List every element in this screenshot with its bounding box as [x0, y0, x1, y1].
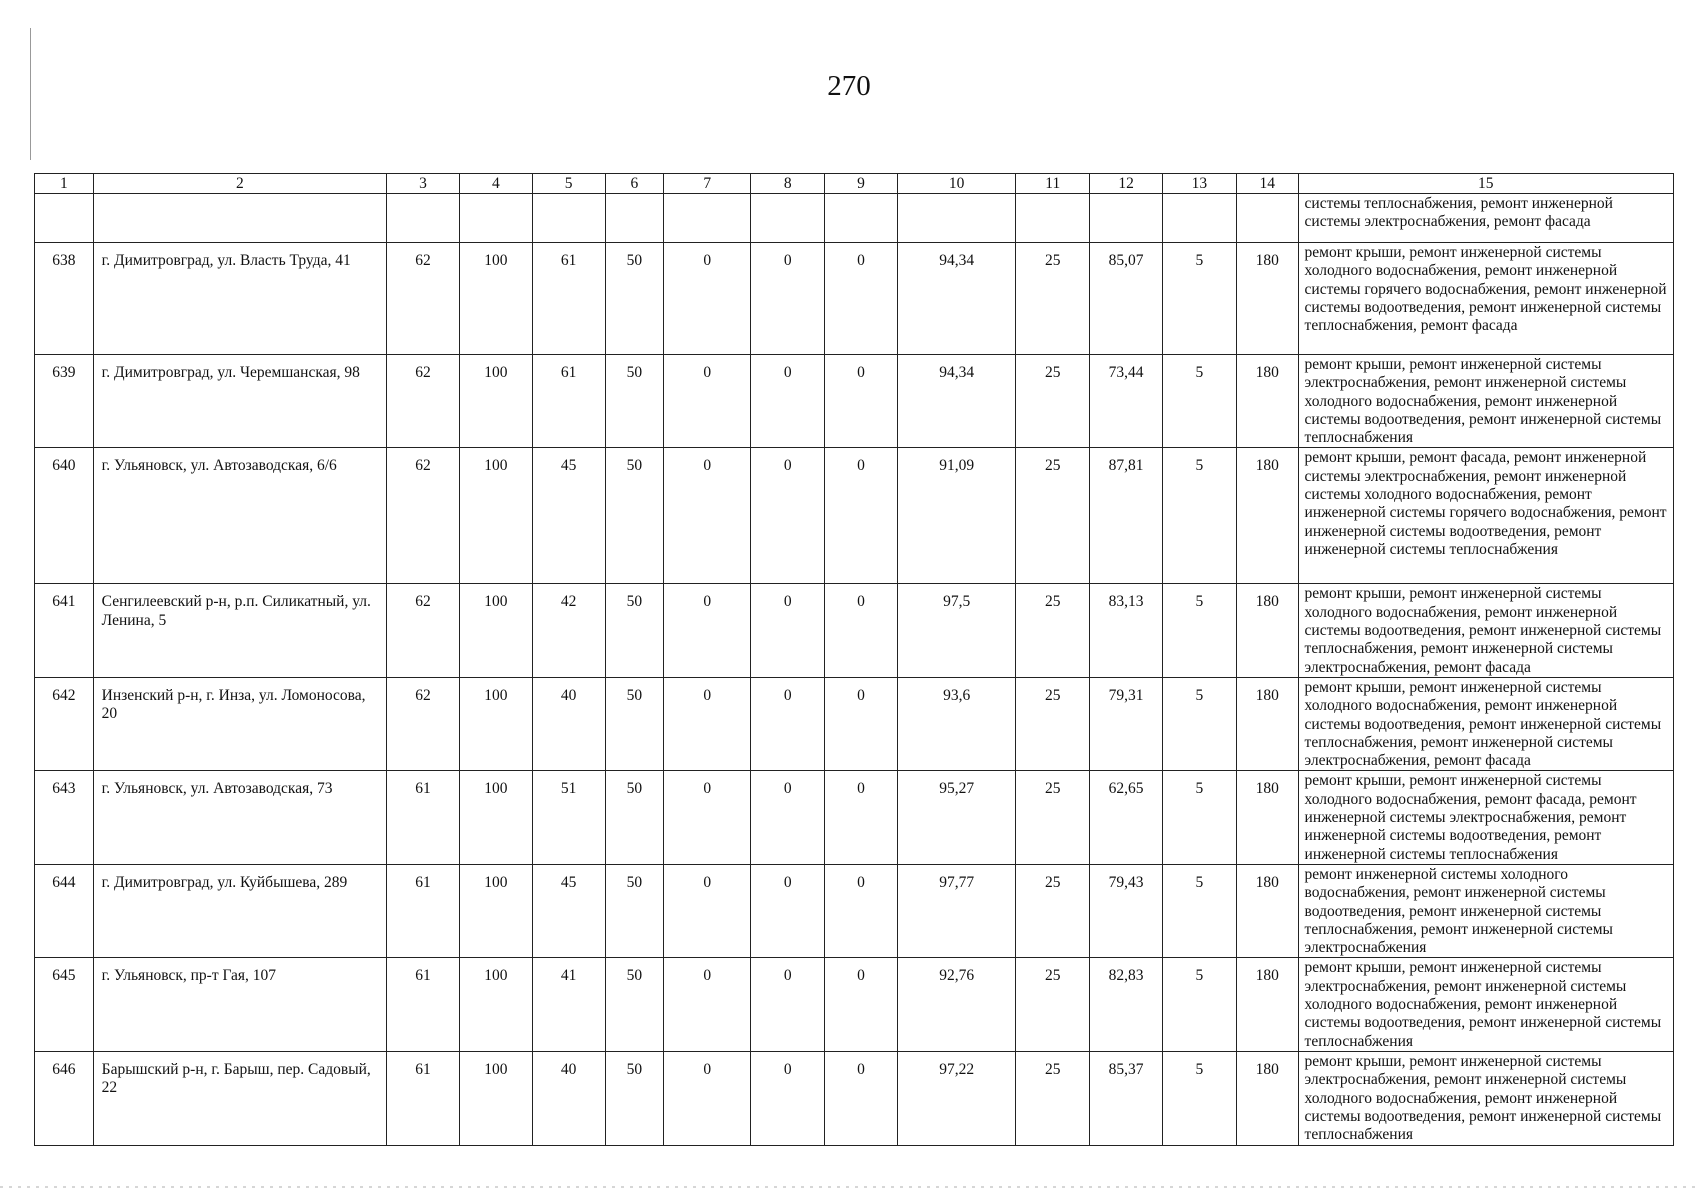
column-header-9: 9: [825, 174, 898, 194]
value-cell: 61: [532, 355, 605, 448]
value-cell: 62: [387, 355, 460, 448]
column-header-13: 13: [1163, 174, 1237, 194]
column-header-7: 7: [664, 174, 751, 194]
value-cell: 51: [532, 771, 605, 864]
works-cell: ремонт крыши, ремонт инженерной системы электроснабжения, ремонт инженерной системы холодного водоснабжения, ремонт инженерной системы водоотведения, ремонт инженерной системы теплоснабжения: [1298, 1051, 1673, 1145]
value-cell: 0: [664, 864, 751, 957]
value-cell: 100: [459, 243, 532, 355]
value-cell: 62: [387, 448, 460, 584]
value-cell: 0: [664, 677, 751, 770]
address-cell: Инзенский р-н, г. Инза, ул. Ломоносова, 20: [93, 677, 386, 770]
table-cell: [664, 194, 751, 243]
value-cell: 180: [1236, 584, 1298, 677]
row-number-cell: 639: [35, 355, 94, 448]
value-cell: 91,09: [897, 448, 1015, 584]
value-cell: 25: [1016, 355, 1090, 448]
row-number-cell: 642: [35, 677, 94, 770]
value-cell: 25: [1016, 677, 1090, 770]
column-header-10: 10: [897, 174, 1015, 194]
page-number: 270: [827, 70, 871, 102]
value-cell: 0: [751, 771, 825, 864]
table-cell: [35, 194, 94, 243]
column-header-2: 2: [93, 174, 386, 194]
value-cell: 0: [751, 958, 825, 1051]
value-cell: 25: [1016, 958, 1090, 1051]
value-cell: 0: [825, 584, 898, 677]
value-cell: 0: [825, 355, 898, 448]
table-cell: [459, 194, 532, 243]
value-cell: 0: [664, 1051, 751, 1145]
value-cell: 0: [825, 864, 898, 957]
value-cell: 61: [387, 771, 460, 864]
value-cell: 97,22: [897, 1051, 1015, 1145]
value-cell: 45: [532, 864, 605, 957]
value-cell: 94,34: [897, 355, 1015, 448]
value-cell: 85,07: [1090, 243, 1163, 355]
address-cell: Сенгилеевский р-н, р.п. Силикатный, ул. Ленина, 5: [93, 584, 386, 677]
value-cell: 0: [664, 584, 751, 677]
table-row: [35, 584, 1674, 677]
value-cell: 5: [1163, 677, 1237, 770]
works-cell: ремонт крыши, ремонт инженерной системы холодного водоснабжения, ремонт инженерной системы горячего водоснабжения, ремонт инженерной системы водоотведения, ремонт инженерной системы теплоснабжения, ремонт фасада: [1298, 243, 1673, 355]
value-cell: 0: [825, 1051, 898, 1145]
value-cell: 95,27: [897, 771, 1015, 864]
table-row: [35, 1051, 1674, 1145]
data-table: [34, 173, 1674, 1146]
value-cell: 180: [1236, 677, 1298, 770]
table-cell: [751, 194, 825, 243]
works-cell: ремонт крыши, ремонт инженерной системы электроснабжения, ремонт инженерной системы холодного водоснабжения, ремонт инженерной системы водоотведения, ремонт инженерной системы теплоснабжения: [1298, 958, 1673, 1051]
scan-noise-line: [0, 1186, 1698, 1188]
value-cell: 50: [605, 355, 664, 448]
column-header-1: 1: [35, 174, 94, 194]
value-cell: 100: [459, 355, 532, 448]
value-cell: 100: [459, 864, 532, 957]
table-row: [35, 958, 1674, 1051]
table-cell: [605, 194, 664, 243]
value-cell: 85,37: [1090, 1051, 1163, 1145]
value-cell: 25: [1016, 771, 1090, 864]
address-cell: Барышский р-н, г. Барыш, пер. Садовый, 22: [93, 1051, 386, 1145]
column-header-5: 5: [532, 174, 605, 194]
table-cell: [387, 194, 460, 243]
table-cell: [532, 194, 605, 243]
value-cell: 0: [751, 1051, 825, 1145]
value-cell: 100: [459, 677, 532, 770]
value-cell: 42: [532, 584, 605, 677]
value-cell: 0: [664, 243, 751, 355]
value-cell: 50: [605, 958, 664, 1051]
column-header-6: 6: [605, 174, 664, 194]
value-cell: 50: [605, 771, 664, 864]
address-cell: г. Ульяновск, пр-т Гая, 107: [93, 958, 386, 1051]
address-cell: г. Ульяновск, ул. Автозаводская, 73: [93, 771, 386, 864]
value-cell: 180: [1236, 1051, 1298, 1145]
value-cell: 100: [459, 584, 532, 677]
value-cell: 61: [387, 864, 460, 957]
value-cell: 50: [605, 243, 664, 355]
table-cell: [825, 194, 898, 243]
table-row: [35, 448, 1674, 584]
value-cell: 50: [605, 1051, 664, 1145]
value-cell: 93,6: [897, 677, 1015, 770]
value-cell: 97,77: [897, 864, 1015, 957]
value-cell: 62: [387, 584, 460, 677]
value-cell: 180: [1236, 864, 1298, 957]
row-number-cell: 641: [35, 584, 94, 677]
address-cell: г. Ульяновск, ул. Автозаводская, 6/6: [93, 448, 386, 584]
value-cell: 5: [1163, 958, 1237, 1051]
value-cell: 0: [825, 771, 898, 864]
value-cell: 41: [532, 958, 605, 1051]
value-cell: 180: [1236, 958, 1298, 1051]
value-cell: 0: [751, 243, 825, 355]
column-header-11: 11: [1016, 174, 1090, 194]
value-cell: 79,31: [1090, 677, 1163, 770]
value-cell: 50: [605, 448, 664, 584]
value-cell: 5: [1163, 243, 1237, 355]
value-cell: 40: [532, 1051, 605, 1145]
value-cell: 0: [751, 355, 825, 448]
value-cell: 5: [1163, 1051, 1237, 1145]
value-cell: 180: [1236, 448, 1298, 584]
value-cell: 5: [1163, 355, 1237, 448]
value-cell: 100: [459, 771, 532, 864]
table-row: [35, 771, 1674, 864]
address-cell: г. Димитровград, ул. Власть Труда, 41: [93, 243, 386, 355]
value-cell: 25: [1016, 864, 1090, 957]
header-row: [35, 174, 1674, 194]
column-header-3: 3: [387, 174, 460, 194]
value-cell: 97,5: [897, 584, 1015, 677]
works-cell: ремонт крыши, ремонт инженерной системы холодного водоснабжения, ремонт фасада, ремонт инженерной системы электроснабжения, ремонт инженерной системы водоотведения, ремонт инженерной системы теплоснабжения: [1298, 771, 1673, 864]
row-number-cell: 643: [35, 771, 94, 864]
table-cell: [93, 194, 386, 243]
value-cell: 5: [1163, 448, 1237, 584]
value-cell: 82,83: [1090, 958, 1163, 1051]
table-row: [35, 864, 1674, 957]
table-cell: [1090, 194, 1163, 243]
row-number-cell: 638: [35, 243, 94, 355]
table-row: [35, 355, 1674, 448]
value-cell: 0: [751, 864, 825, 957]
value-cell: 61: [387, 1051, 460, 1145]
table-row: [35, 243, 1674, 355]
table-row: [35, 677, 1674, 770]
value-cell: 0: [751, 584, 825, 677]
value-cell: 0: [825, 243, 898, 355]
value-cell: 92,76: [897, 958, 1015, 1051]
table-cell: [897, 194, 1015, 243]
table-cell: [1236, 194, 1298, 243]
value-cell: 5: [1163, 864, 1237, 957]
value-cell: 25: [1016, 243, 1090, 355]
value-cell: 0: [664, 355, 751, 448]
column-header-12: 12: [1090, 174, 1163, 194]
value-cell: 180: [1236, 355, 1298, 448]
value-cell: 50: [605, 677, 664, 770]
value-cell: 62: [387, 243, 460, 355]
value-cell: 0: [664, 958, 751, 1051]
value-cell: 83,13: [1090, 584, 1163, 677]
address-cell: г. Димитровград, ул. Куйбышева, 289: [93, 864, 386, 957]
works-cell: ремонт крыши, ремонт фасада, ремонт инженерной системы электроснабжения, ремонт инженерной системы холодного водоснабжения, ремонт инженерной системы горячего водоснабжения, ремонт инженерной системы водоотведения, ремонт инженерной системы теплоснабжения: [1298, 448, 1673, 584]
value-cell: 94,34: [897, 243, 1015, 355]
column-header-14: 14: [1236, 174, 1298, 194]
value-cell: 0: [751, 677, 825, 770]
works-cell: системы теплоснабжения, ремонт инженерной системы электроснабжения, ремонт фасада: [1298, 194, 1673, 243]
value-cell: 25: [1016, 1051, 1090, 1145]
value-cell: 50: [605, 584, 664, 677]
value-cell: 62: [387, 677, 460, 770]
works-cell: ремонт инженерной системы холодного водоснабжения, ремонт инженерной системы водоотведения, ремонт инженерной системы теплоснабжения, ремонт инженерной системы электроснабжения: [1298, 864, 1673, 957]
value-cell: 79,43: [1090, 864, 1163, 957]
value-cell: 62,65: [1090, 771, 1163, 864]
continuation-row: [35, 194, 1674, 243]
works-cell: ремонт крыши, ремонт инженерной системы электроснабжения, ремонт инженерной системы холодного водоснабжения, ремонт инженерной системы водоотведения, ремонт инженерной системы теплоснабжения: [1298, 355, 1673, 448]
value-cell: 61: [532, 243, 605, 355]
value-cell: 0: [751, 448, 825, 584]
address-cell: г. Димитровград, ул. Черемшанская, 98: [93, 355, 386, 448]
value-cell: 73,44: [1090, 355, 1163, 448]
value-cell: 25: [1016, 584, 1090, 677]
works-cell: ремонт крыши, ремонт инженерной системы холодного водоснабжения, ремонт инженерной системы водоотведения, ремонт инженерной системы теплоснабжения, ремонт инженерной системы электроснабжения, ремонт фасада: [1298, 584, 1673, 677]
row-number-cell: 646: [35, 1051, 94, 1145]
value-cell: 100: [459, 958, 532, 1051]
column-header-15: 15: [1298, 174, 1673, 194]
value-cell: 45: [532, 448, 605, 584]
row-number-cell: 640: [35, 448, 94, 584]
value-cell: 5: [1163, 771, 1237, 864]
column-header-8: 8: [751, 174, 825, 194]
table-cell: [1163, 194, 1237, 243]
works-cell: ремонт крыши, ремонт инженерной системы холодного водоснабжения, ремонт инженерной системы водоотведения, ремонт инженерной системы теплоснабжения, ремонт инженерной системы электроснабжения, ремонт фасада: [1298, 677, 1673, 770]
row-number-cell: 645: [35, 958, 94, 1051]
column-header-4: 4: [459, 174, 532, 194]
value-cell: 180: [1236, 243, 1298, 355]
value-cell: 100: [459, 448, 532, 584]
value-cell: 100: [459, 1051, 532, 1145]
value-cell: 50: [605, 864, 664, 957]
value-cell: 0: [825, 448, 898, 584]
value-cell: 0: [664, 448, 751, 584]
value-cell: 5: [1163, 584, 1237, 677]
value-cell: 87,81: [1090, 448, 1163, 584]
value-cell: 61: [387, 958, 460, 1051]
value-cell: 0: [825, 677, 898, 770]
value-cell: 0: [825, 958, 898, 1051]
value-cell: 40: [532, 677, 605, 770]
value-cell: 0: [664, 771, 751, 864]
row-number-cell: 644: [35, 864, 94, 957]
value-cell: 25: [1016, 448, 1090, 584]
table-cell: [1016, 194, 1090, 243]
value-cell: 180: [1236, 771, 1298, 864]
